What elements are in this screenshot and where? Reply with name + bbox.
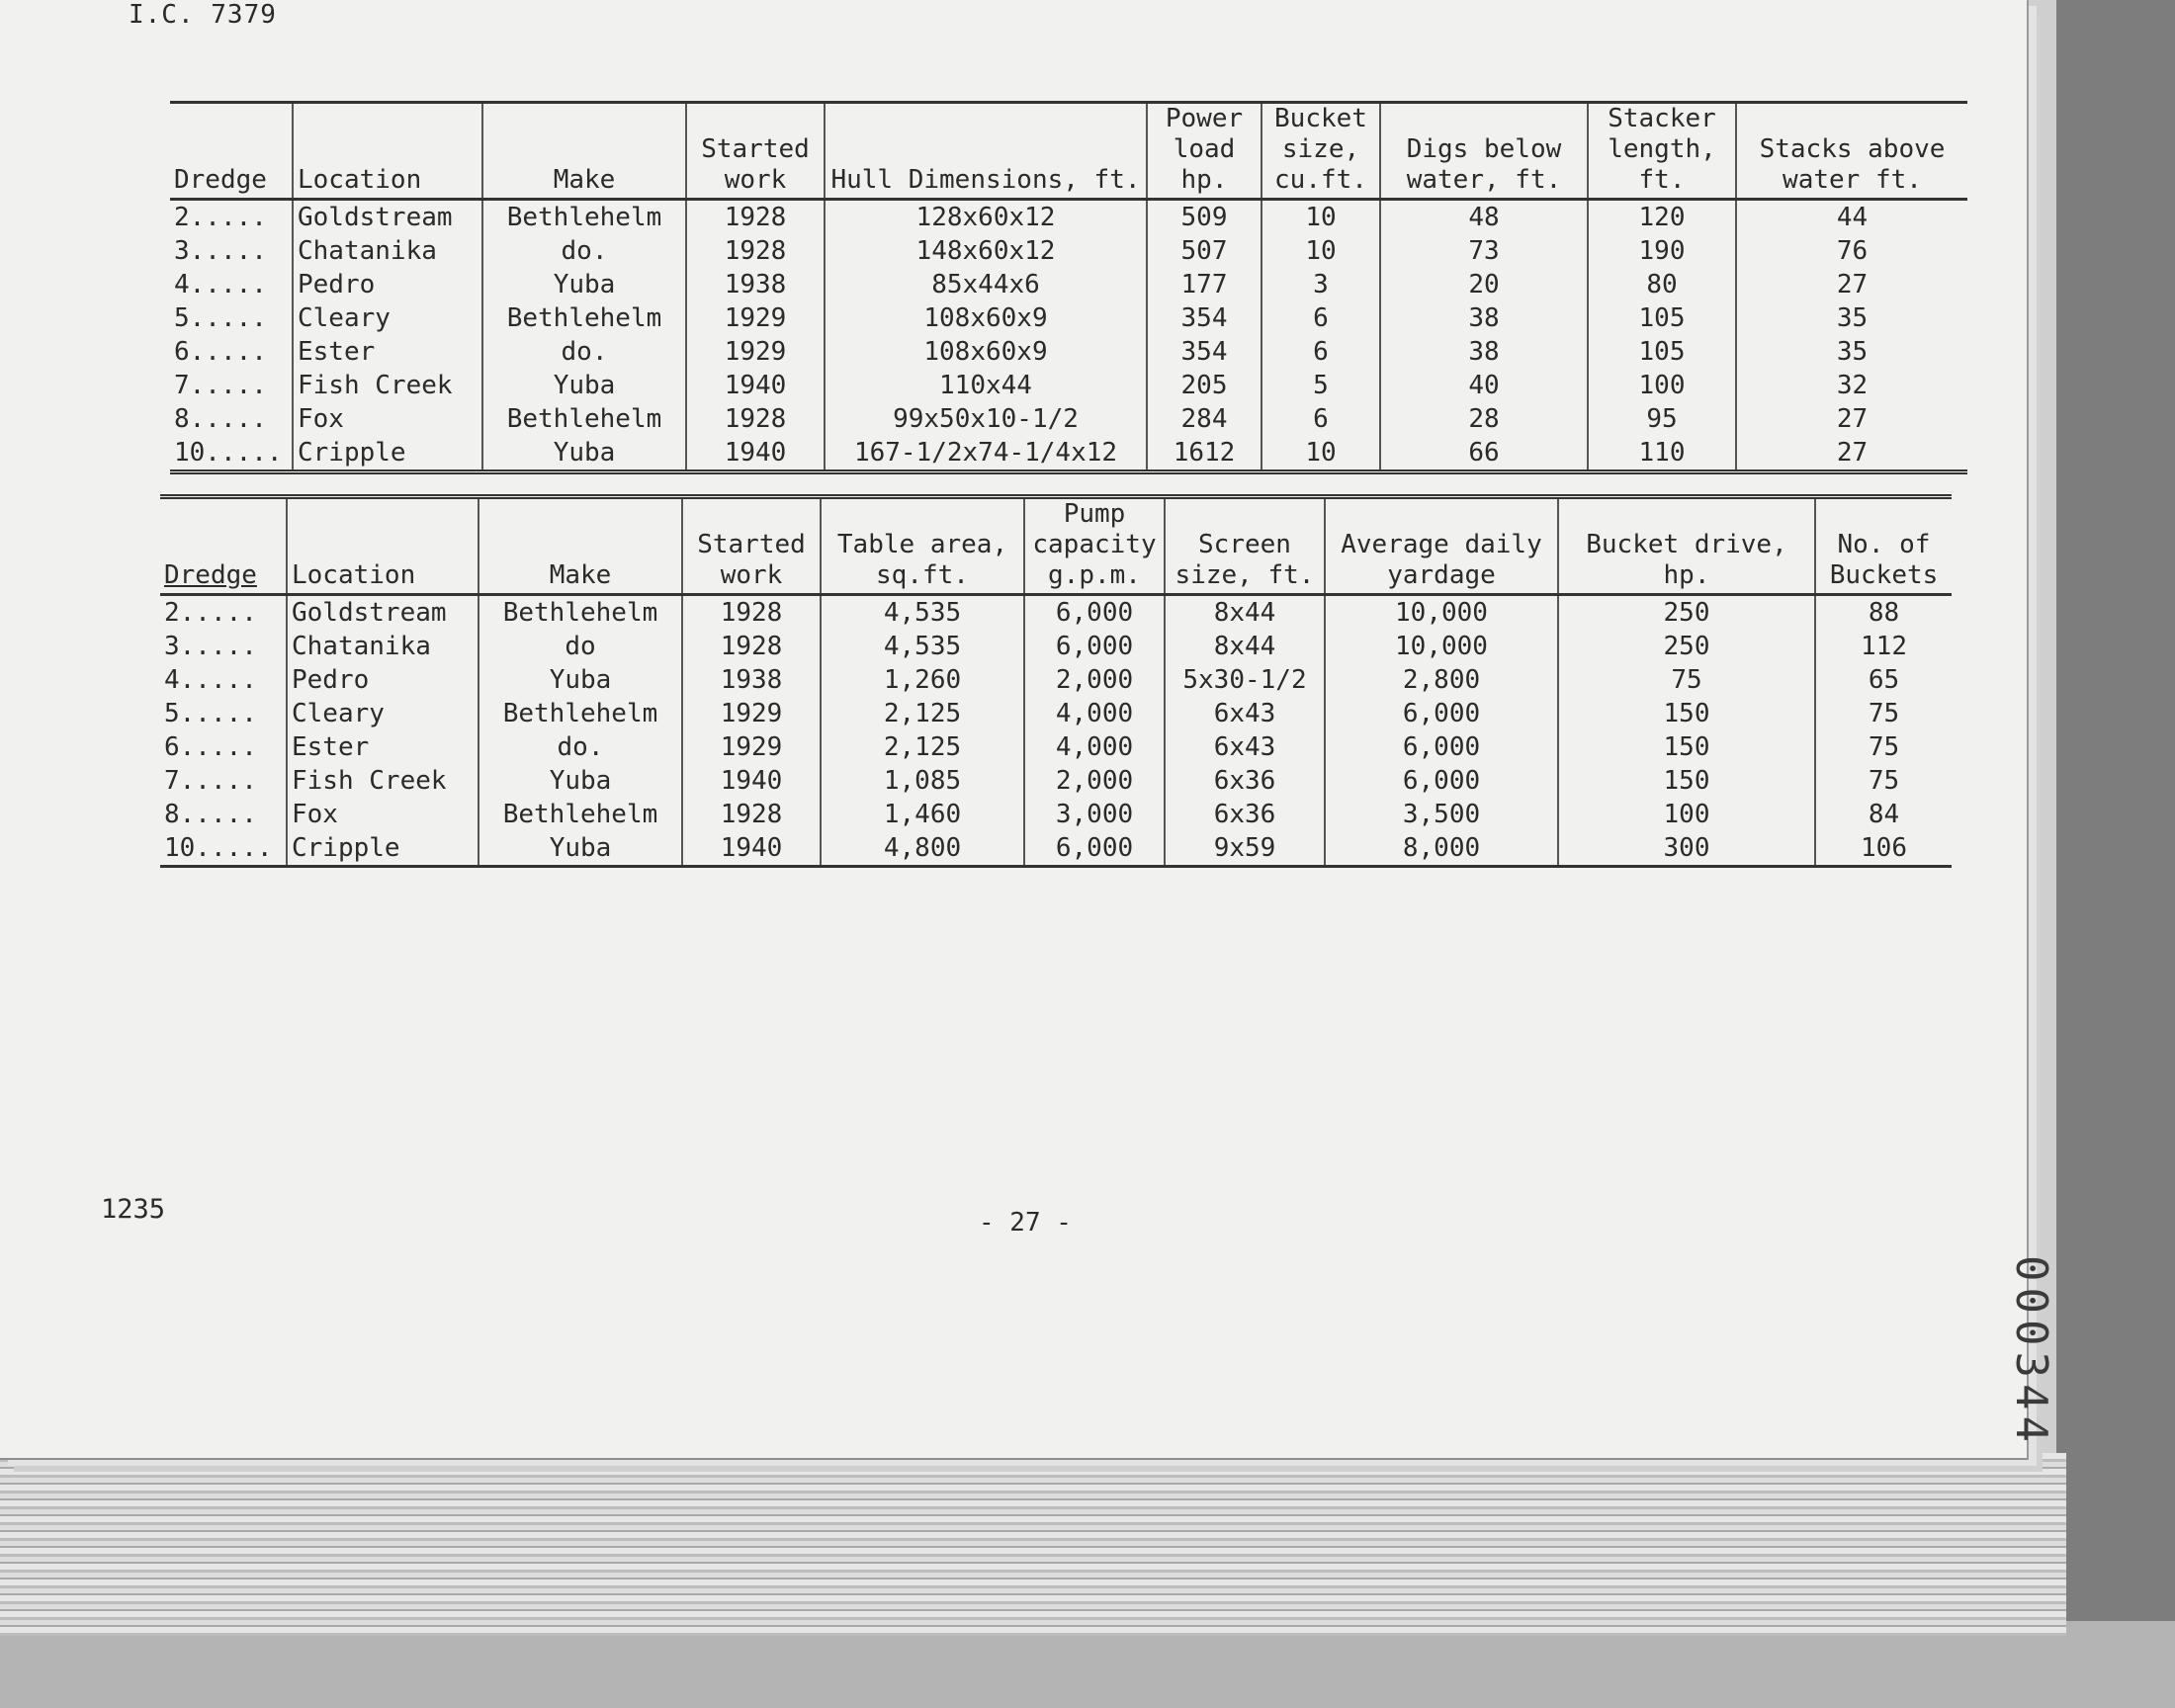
table-row (160, 697, 1952, 730)
table1-body (170, 200, 1967, 472)
table1-header-row (170, 103, 1967, 200)
table-row (170, 234, 1967, 268)
table2-header-table-area: Table area, sq.ft. (821, 497, 1024, 595)
table-cell: 38 (1380, 301, 1588, 335)
table-cell: 108x60x9 (825, 335, 1147, 369)
table-cell: 5..... (164, 699, 257, 728)
table-cell: 1940 (682, 831, 821, 867)
scanner-edge (2056, 0, 2175, 1708)
table2-header-dredge: Dredge (164, 560, 257, 590)
table-cell: Chatanika (293, 234, 482, 268)
table-cell: Bethlehelm (478, 697, 682, 730)
table-cell: 120 (1588, 200, 1736, 235)
table-cell: Fox (293, 402, 482, 436)
table-cell: 8x44 (1165, 630, 1325, 663)
table-cell: 40 (1380, 369, 1588, 402)
table1-header-stacker: Stacker length, ft. (1588, 103, 1736, 200)
header-code: I.C. 7379 (129, 0, 277, 30)
table-cell: Yuba (482, 268, 686, 301)
table-cell: 75 (1815, 697, 1952, 730)
table-cell: Goldstream (293, 200, 482, 235)
table-cell: 6,000 (1325, 697, 1558, 730)
table-cell: 4,535 (821, 630, 1024, 663)
table-cell: 1,085 (821, 764, 1024, 798)
table-cell: 6,000 (1024, 630, 1165, 663)
table-cell: 95 (1588, 402, 1736, 436)
table-cell: 76 (1736, 234, 1967, 268)
stamp-number: 1235 (101, 1194, 166, 1225)
table-row (170, 268, 1967, 301)
table-cell: 44 (1736, 200, 1967, 235)
table-cell: 1929 (686, 335, 825, 369)
table-row (170, 436, 1967, 472)
table-cell: 4,000 (1024, 730, 1165, 764)
table-cell: 2,000 (1024, 764, 1165, 798)
table-cell: 1,260 (821, 663, 1024, 697)
table-cell: 1,460 (821, 798, 1024, 831)
table-cell: 1940 (686, 436, 825, 472)
table-cell: 6 (1262, 402, 1380, 436)
table-cell: 112 (1815, 630, 1952, 663)
table1-header-bucket-size: Bucket size, cu.ft. (1262, 103, 1380, 200)
table-cell: 6 (1262, 301, 1380, 335)
table-cell: Goldstream (287, 595, 478, 631)
table-cell: 35 (1736, 301, 1967, 335)
table-cell: 10..... (164, 833, 273, 863)
table-cell: 1928 (686, 234, 825, 268)
table-cell: 150 (1558, 730, 1815, 764)
table-row (170, 335, 1967, 369)
table-cell: 354 (1147, 301, 1262, 335)
table-row (160, 764, 1952, 798)
table-cell: 105 (1588, 335, 1736, 369)
table-cell: 85x44x6 (825, 268, 1147, 301)
table-cell: 6..... (174, 337, 267, 367)
table-cell: 6x43 (1165, 697, 1325, 730)
table-cell: 150 (1558, 697, 1815, 730)
table-cell: 2,000 (1024, 663, 1165, 697)
table-cell: Fox (287, 798, 478, 831)
table-cell: 8,000 (1325, 831, 1558, 867)
table1-header-power: Power load hp. (1147, 103, 1262, 200)
table-cell: 3,000 (1024, 798, 1165, 831)
table-cell: 10 (1262, 436, 1380, 472)
table-row (170, 301, 1967, 335)
table-cell: 1929 (682, 697, 821, 730)
table-cell: 2..... (164, 598, 257, 628)
table-cell: Yuba (482, 369, 686, 402)
table-row (160, 798, 1952, 831)
dredge-specs-table (170, 101, 1967, 474)
table2-header-buckets: No. of Buckets (1815, 497, 1952, 595)
table-cell: Cleary (293, 301, 482, 335)
table-cell: 1929 (686, 301, 825, 335)
table-cell: 128x60x12 (825, 200, 1147, 235)
table-cell: 7..... (174, 371, 267, 400)
table-cell: 10 (1262, 234, 1380, 268)
table-cell: 7..... (164, 766, 257, 796)
page-stack-edges (0, 1453, 2066, 1636)
table-cell: 4,000 (1024, 697, 1165, 730)
table1-header-make: Make (482, 103, 686, 200)
table-cell: 105 (1588, 301, 1736, 335)
table-cell: Bethlehelm (482, 200, 686, 235)
table2-header-row (160, 497, 1952, 595)
table-row (160, 663, 1952, 697)
table-cell: Chatanika (287, 630, 478, 663)
table2-body (160, 595, 1952, 867)
table1-header-digs: Digs below water, ft. (1380, 103, 1588, 200)
table-cell: 10 (1262, 200, 1380, 235)
table-cell: 75 (1815, 764, 1952, 798)
table-cell: 1928 (682, 595, 821, 631)
table-cell: 2,125 (821, 730, 1024, 764)
table-cell: Cleary (287, 697, 478, 730)
table1-header-started: Started work (686, 103, 825, 200)
table-cell: 100 (1558, 798, 1815, 831)
table-cell: Ester (287, 730, 478, 764)
table-cell: 4..... (174, 270, 267, 299)
table-cell: 106 (1815, 831, 1952, 867)
table-cell: 28 (1380, 402, 1588, 436)
table-cell: Cripple (293, 436, 482, 472)
table-cell: 1928 (686, 402, 825, 436)
table-cell: 73 (1380, 234, 1588, 268)
table-cell: 284 (1147, 402, 1262, 436)
table-cell: 10,000 (1325, 595, 1558, 631)
table-cell: 75 (1558, 663, 1815, 697)
table-cell: 3..... (174, 236, 267, 266)
table1-header-hull: Hull Dimensions, ft. (825, 103, 1147, 200)
table-row (170, 402, 1967, 436)
table-cell: Pedro (293, 268, 482, 301)
table-cell: 88 (1815, 595, 1952, 631)
table-cell: Bethlehelm (482, 402, 686, 436)
table-cell: 3,500 (1325, 798, 1558, 831)
table-cell: 6,000 (1024, 831, 1165, 867)
table-cell: 250 (1558, 595, 1815, 631)
table-cell: Cripple (287, 831, 478, 867)
table-cell: 65 (1815, 663, 1952, 697)
table-cell: 3..... (164, 632, 257, 661)
table-cell: 99x50x10-1/2 (825, 402, 1147, 436)
table2-header-bucket-drive: Bucket drive, hp. (1558, 497, 1815, 595)
table-cell: 3 (1262, 268, 1380, 301)
table2-header-location: Location (287, 497, 478, 595)
table-cell: 2,800 (1325, 663, 1558, 697)
table-cell: 20 (1380, 268, 1588, 301)
table-cell: 148x60x12 (825, 234, 1147, 268)
table-cell: 6x43 (1165, 730, 1325, 764)
table-cell: Bethlehelm (482, 301, 686, 335)
table-cell: 2,125 (821, 697, 1024, 730)
table-cell: 205 (1147, 369, 1262, 402)
table-cell: 8x44 (1165, 595, 1325, 631)
table-cell: do (478, 630, 682, 663)
table-cell: 177 (1147, 268, 1262, 301)
table-cell: 10..... (174, 438, 283, 468)
table-cell: 1940 (682, 764, 821, 798)
table-cell: 507 (1147, 234, 1262, 268)
table-cell: 84 (1815, 798, 1952, 831)
table-cell: 108x60x9 (825, 301, 1147, 335)
table-cell: 27 (1736, 268, 1967, 301)
table-cell: 1612 (1147, 436, 1262, 472)
table-cell: 38 (1380, 335, 1588, 369)
side-code: 000344 (2006, 1255, 2056, 1448)
table-cell: Yuba (482, 436, 686, 472)
table-cell: 48 (1380, 200, 1588, 235)
table-row (160, 630, 1952, 663)
table-cell: Pedro (287, 663, 478, 697)
table-cell: 2..... (174, 203, 267, 232)
table-cell: 509 (1147, 200, 1262, 235)
table-cell: Yuba (478, 663, 682, 697)
table-cell: Fish Creek (293, 369, 482, 402)
table-cell: 6,000 (1024, 595, 1165, 631)
page-number: - 27 - (979, 1208, 1072, 1238)
table-cell: 4,800 (821, 831, 1024, 867)
table-cell: 6x36 (1165, 764, 1325, 798)
table-cell: 6,000 (1325, 730, 1558, 764)
table-cell: 150 (1558, 764, 1815, 798)
table-cell: 5..... (174, 303, 267, 333)
table-cell: 27 (1736, 402, 1967, 436)
table-cell: Ester (293, 335, 482, 369)
table-cell: 35 (1736, 335, 1967, 369)
table2-header-started: Started work (682, 497, 821, 595)
table-row (160, 595, 1952, 631)
table-cell: 1938 (686, 268, 825, 301)
table2-header-screen: Screen size, ft. (1165, 497, 1325, 595)
table-row (170, 200, 1967, 235)
table-cell: 110 (1588, 436, 1736, 472)
table-cell: 6 (1262, 335, 1380, 369)
table-cell: 1928 (682, 798, 821, 831)
table-cell: 190 (1588, 234, 1736, 268)
table-cell: 250 (1558, 630, 1815, 663)
table-cell: 5 (1262, 369, 1380, 402)
table-cell: 5x30-1/2 (1165, 663, 1325, 697)
table-cell: 66 (1380, 436, 1588, 472)
table-cell: 27 (1736, 436, 1967, 472)
table-cell: do. (482, 335, 686, 369)
table-row (160, 730, 1952, 764)
table-cell: do. (482, 234, 686, 268)
table-row (170, 369, 1967, 402)
table-cell: 167-1/2x74-1/4x12 (825, 436, 1147, 472)
table-cell: 75 (1815, 730, 1952, 764)
table1-header-location: Location (293, 103, 482, 200)
table-cell: 1929 (682, 730, 821, 764)
table-cell: Bethlehelm (478, 595, 682, 631)
table-cell: 6,000 (1325, 764, 1558, 798)
dredge-operations-table (160, 494, 1952, 868)
table-cell: Bethlehelm (478, 798, 682, 831)
table-cell: 6..... (164, 732, 257, 762)
table-cell: 300 (1558, 831, 1815, 867)
table-cell: 1928 (686, 200, 825, 235)
table-cell: 6x36 (1165, 798, 1325, 831)
table2-header-yardage: Average daily yardage (1325, 497, 1558, 595)
table1-header-dredge: Dredge (174, 165, 267, 195)
table-cell: 1928 (682, 630, 821, 663)
table-cell: 1940 (686, 369, 825, 402)
table-cell: 100 (1588, 369, 1736, 402)
table-cell: Yuba (478, 831, 682, 867)
table2-header-make: Make (478, 497, 682, 595)
table-cell: Fish Creek (287, 764, 478, 798)
table-cell: do. (478, 730, 682, 764)
table-cell: 1938 (682, 663, 821, 697)
table-cell: 110x44 (825, 369, 1147, 402)
table-cell: 8..... (164, 800, 257, 829)
table-cell: 8..... (174, 404, 267, 434)
table-cell: 10,000 (1325, 630, 1558, 663)
table-cell: 9x59 (1165, 831, 1325, 867)
table1-header-stacks: Stacks above water ft. (1736, 103, 1967, 200)
table2-header-pump: Pump capacity g.p.m. (1024, 497, 1165, 595)
table-row (160, 831, 1952, 867)
table-cell: Yuba (478, 764, 682, 798)
table-cell: 354 (1147, 335, 1262, 369)
table-cell: 80 (1588, 268, 1736, 301)
table-cell: 32 (1736, 369, 1967, 402)
table-cell: 4,535 (821, 595, 1024, 631)
table-cell: 4..... (164, 665, 257, 695)
